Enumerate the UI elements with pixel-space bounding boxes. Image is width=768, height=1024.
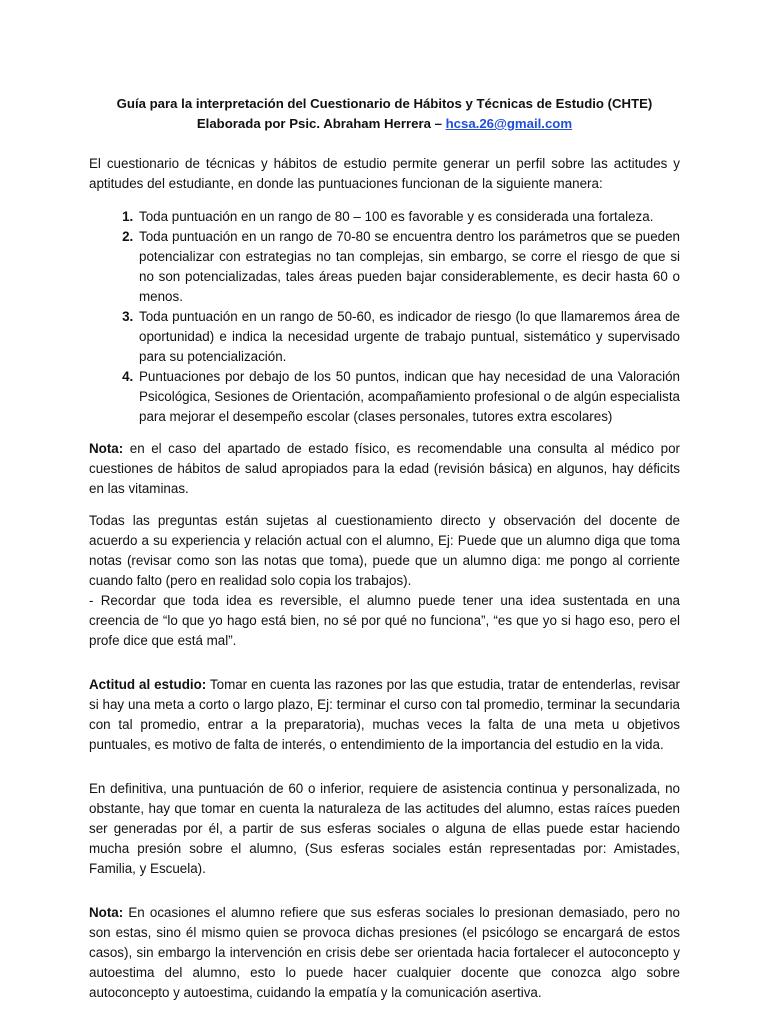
nota-label: Nota: xyxy=(89,441,124,456)
list-item: 4. Puntuaciones por debajo de los 50 puntos, indican que hay necesidad de una Valoración Psicológica, Sesiones de Orientación, acompañamiento profesional o de algún especialista para mejorar el desempeño escolar (clases personales, tutores extra escolares) xyxy=(137,367,680,427)
definitiva-paragraph: En definitiva, una puntuación de 60 o inferior, requiere de asistencia continua y personalizada, no obstante, hay que tomar en cuenta la naturaleza de las actitudes del alumno, estas raíces pueden ser generadas por él, a partir de sus esferas sociales o alguna de ellas puede estar haciendo mucha presión sobre el alumno, (Sus esferas sociales están representadas por: Amistades, Familia, y Escuela). xyxy=(89,781,680,876)
list-item: 3. Toda puntuación en un rango de 50-60, es indicador de riesgo (lo que llamaremos área de oportunidad) e indica la necesidad urgente de trabajo puntual, sistemático y supervisado para su potencialización. xyxy=(137,307,680,367)
list-item: 1. Toda puntuación en un rango de 80 – 100 es favorable y es considerada una fortaleza. xyxy=(137,207,680,227)
nota-esferas-sociales xyxy=(89,903,680,1003)
actitud-label: Actitud al estudio: xyxy=(89,677,207,692)
document-author-line xyxy=(89,114,680,134)
intro-paragraph: El cuestionario de técnicas y hábitos de estudio permite generar un perfil sobre las actitudes y aptitudes del estudiante, en donde las puntuaciones funcionan de la siguiente manera: xyxy=(89,156,680,191)
score-ranges-list xyxy=(89,207,680,427)
actitud-text: Tomar en cuenta las razones por las que estudia, tratar de entenderlas, revisar si hay una meta a corto o largo plazo, Ej: terminar el curso con tal promedio, terminar la secundaria con tal promedio, entrar a la preparatoria), muchas veces la falta de una meta u objetivos puntuales, es motivo de falta de interés, o entendimiento de la importancia del estudio en la vida. xyxy=(89,677,680,752)
nota-label: Nota: xyxy=(89,905,124,920)
document-title: Guía para la interpretación del Cuestionario de Hábitos y Técnicas de Estudio (CHTE) xyxy=(116,96,653,111)
recordar-paragraph: - Recordar que toda idea es reversible, el alumno puede tener una idea sustentada en una creencia de “lo que yo hago está bien, no sé por qué no funciona”, “es que yo si hago eso, pero el profe dice que está mal”. xyxy=(89,593,680,648)
nota-estado-fisico xyxy=(89,439,680,499)
nota-text: en el caso del apartado de estado físico, es recomendable una consulta al médico por cuestiones de hábitos de salud apropiados para la edad (revisión básica) en algunos, hay déficits en las vitaminas. xyxy=(89,441,680,496)
nota-text: En ocasiones el alumno refiere que sus esferas sociales lo presionan demasiado, pero no son estas, sino él mismo quien se provoca dichas presiones (el psicólogo se encargará de estos casos), sin embargo la intervención en crisis debe ser orientada hacia fortalecer el autoconcepto y autoestima del alumno, esto lo puede hacer cualquier docente que conozca algo sobre autoconcepto y autoestima, cuidando la empatía y la comunicación asertiva. xyxy=(89,905,680,1000)
list-item: 2. Toda puntuación en un rango de 70-80 se encuentra dentro los parámetros que se pueden potencializar con estrategias no tan complejas, sin embargo, se corre el riesgo de que si no son potencializadas, tales áreas pueden bajar considerablemente, es decir hasta 60 o menos. xyxy=(137,227,680,307)
actitud-paragraph xyxy=(89,675,680,755)
author-text: Elaborada por Psic. Abraham Herrera – xyxy=(196,116,446,131)
author-email-link[interactable]: hcsa.26@gmail.com xyxy=(445,116,573,131)
preguntas-paragraph: Todas las preguntas están sujetas al cuestionamiento directo y observación del docente de acuerdo a su experiencia y relación actual con el alumno, Ej: Puede que un alumno diga que toma notas (revisar como son las notas que toma), puede que un alumno diga: me pongo al corriente cuando falto (pero en realidad solo copia los trabajos). xyxy=(89,513,680,588)
